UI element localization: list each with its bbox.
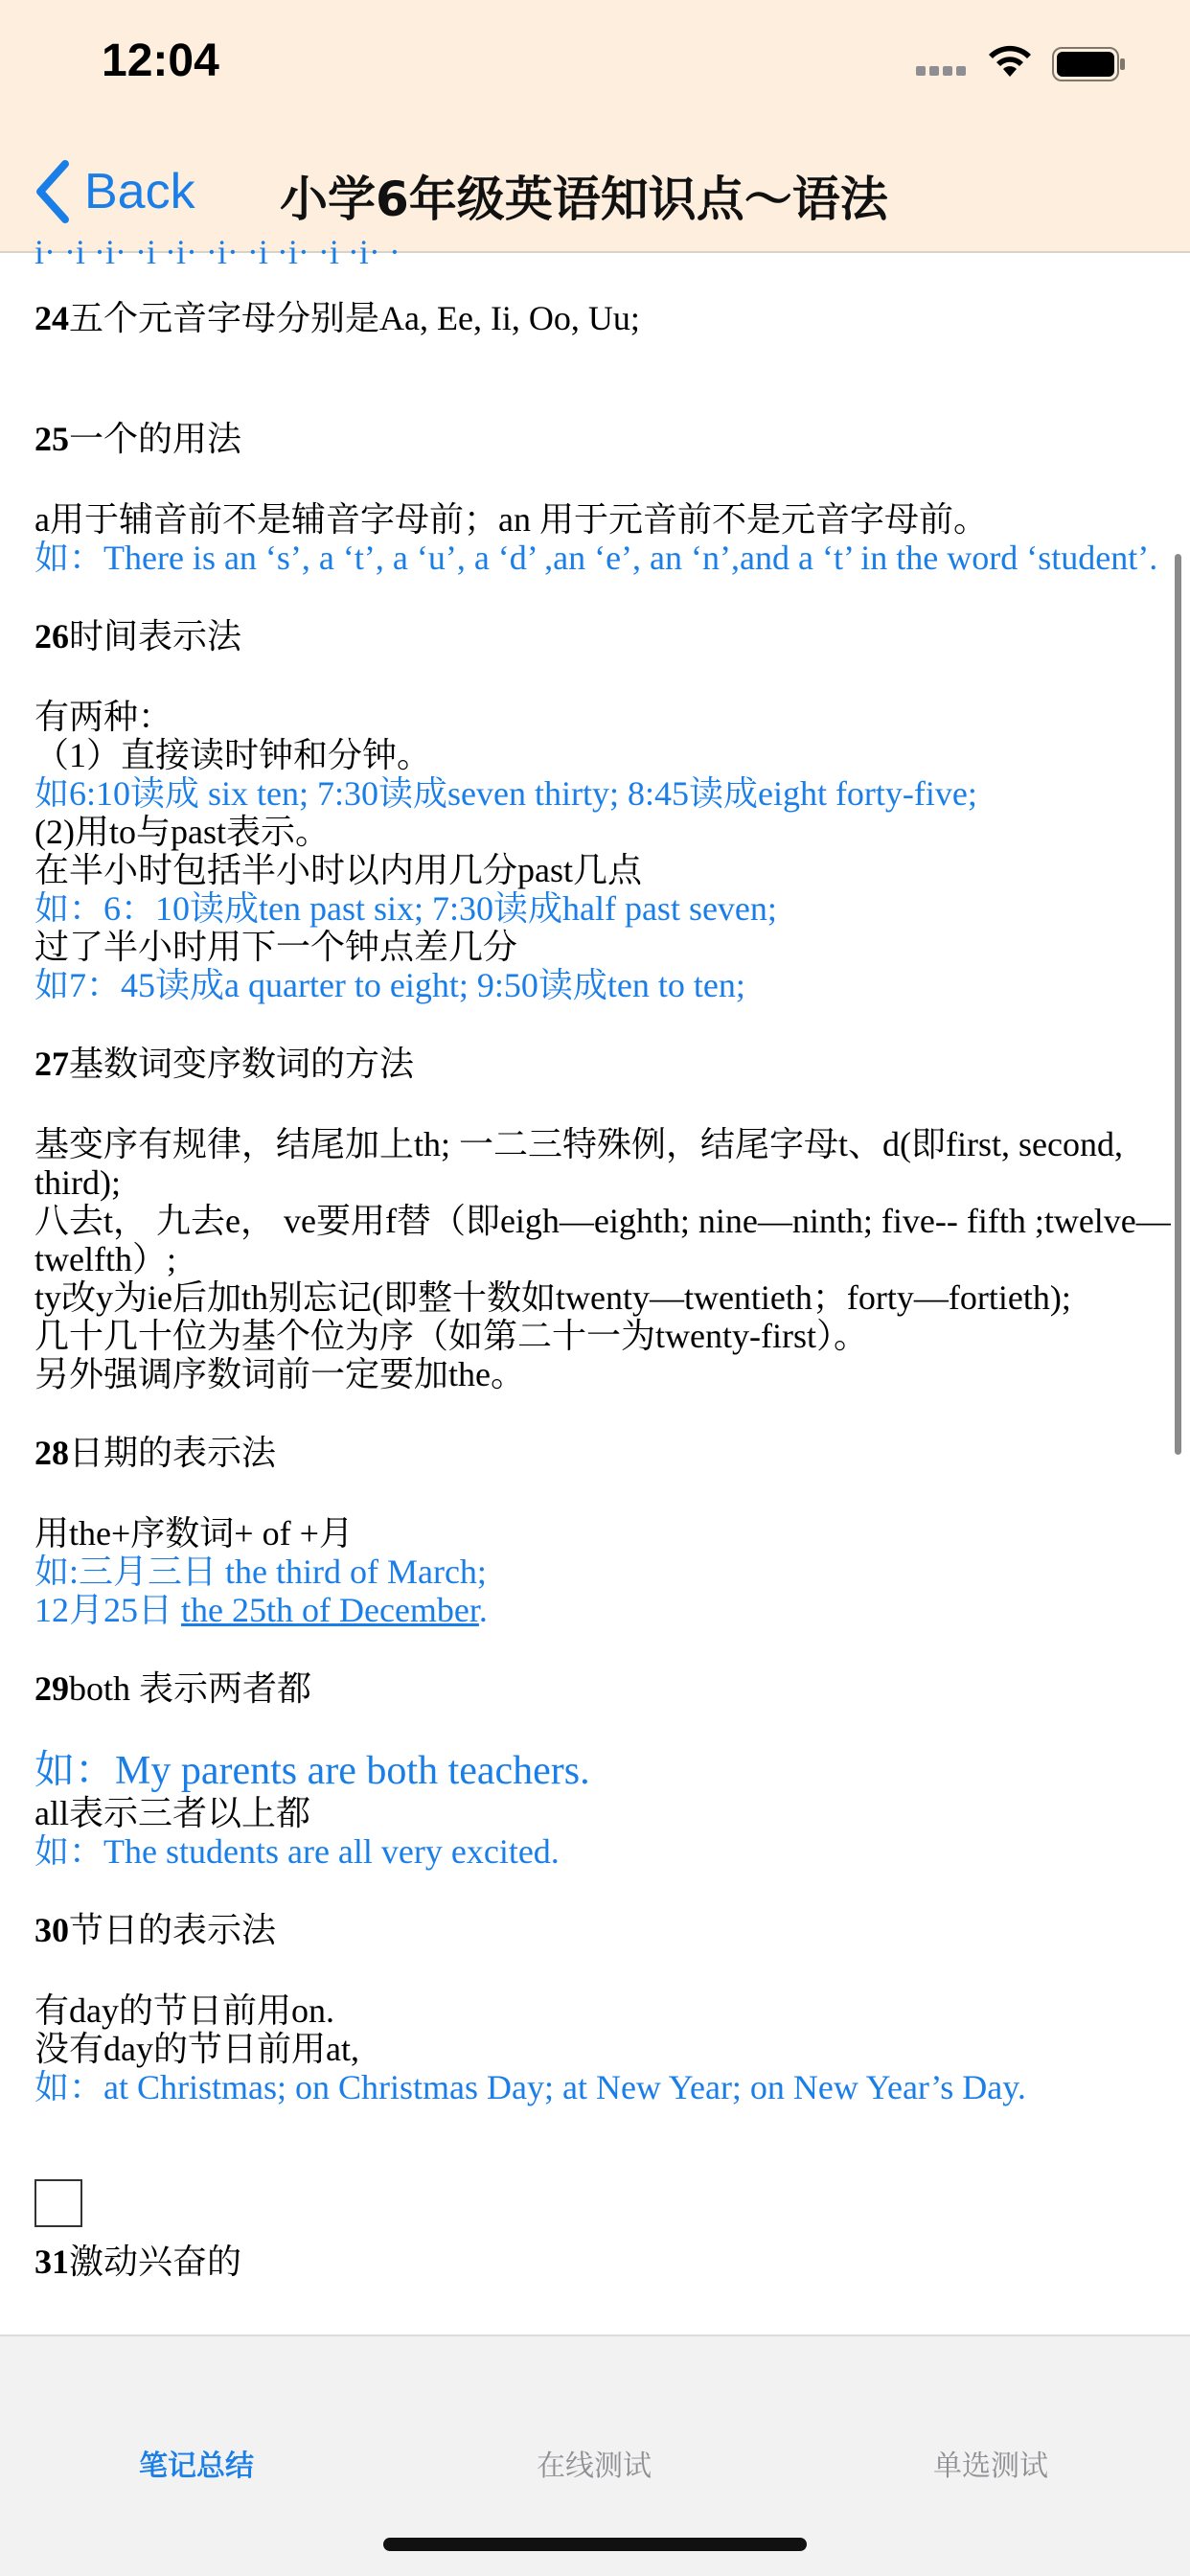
section-29-example: 如：My parents are both teachers.	[34, 1749, 590, 1793]
section-29-text: all表示三者以上都	[34, 1794, 310, 1832]
section-25-text: a用于辅音前不是辅音字母前；an 用于元音前不是元音字母前。	[34, 500, 988, 539]
back-label: Back	[84, 164, 195, 219]
section-27-text: 另外强调序数词前一定要加the。	[34, 1355, 525, 1393]
section-25-example: 如：There is an ‘s’, a ‘t’, a ‘u’, a ‘d’ ,an ‘e’, an ‘n’,and a ‘t’ in the word ‘student’.	[34, 539, 1158, 577]
tab-single-choice-test[interactable]: 单选测试	[933, 2450, 1048, 2483]
home-indicator	[383, 2538, 807, 2551]
section-27-text: 几十几十位为基个位为序（如第二十一为twenty-first）。	[34, 1317, 868, 1355]
section-26-example: 如7：45读成a quarter to eight; 9:50读成ten to ten;	[34, 966, 745, 1004]
section-26-text: (2)用to与past表示。	[34, 813, 330, 851]
status-time: 12:04	[102, 35, 219, 86]
section-27-text: third);	[34, 1163, 121, 1202]
date-link[interactable]: the 25th of December	[181, 1591, 479, 1629]
section-29-example: 如：The students are all very excited.	[34, 1832, 560, 1871]
section-26-example: 如6:10读成 six ten; 7:30读成seven thirty; 8:45读成eight forty-five;	[34, 774, 977, 813]
battery-icon	[1052, 46, 1127, 82]
tab-online-test[interactable]: 在线测试	[537, 2450, 652, 2483]
section-27-text: twelfth）;	[34, 1240, 176, 1278]
notes-content[interactable]	[0, 233, 1190, 2334]
empty-checkbox[interactable]	[34, 2179, 82, 2227]
section-26-heading: 26时间表示法	[34, 617, 242, 656]
tab-notes-summary[interactable]: 笔记总结	[139, 2450, 254, 2483]
section-27-text: ty改y为ie后加th别忘记(即整十数如twenty—twentieth；forty—fortieth);	[34, 1278, 1071, 1317]
section-28-example: 如:三月三日 the third of March;	[34, 1552, 487, 1591]
section-30-text: 没有day的节日前用at,	[34, 2030, 359, 2068]
back-button[interactable]	[34, 153, 195, 230]
section-27-text: 八去t， 九去e， ve要用f替（即eigh—eighth; nine—ninth; five-- fifth ;twelve—	[34, 1202, 1171, 1240]
scrollbar[interactable]	[1175, 554, 1181, 1455]
section-27-text: 基变序有规律，结尾加上th; 一二三特殊例，结尾字母t、d(即first, second,	[34, 1125, 1123, 1163]
section-28-text: 用the+序数词+ of +月	[34, 1514, 354, 1552]
section-30-example: 如：at Christmas; on Christmas Day; at New Year; on New Year’s Day.	[34, 2068, 1026, 2106]
section-27-heading: 27基数词变序数词的方法	[34, 1045, 415, 1083]
section-28-heading: 28日期的表示法	[34, 1434, 277, 1472]
section-30-text: 有day的节日前用on.	[34, 1991, 334, 2030]
chevron-left-icon	[34, 160, 71, 223]
section-31-heading: 31激动兴奋的	[34, 2242, 242, 2281]
clipped-previous-line: i· ·i ·i· ·i ·i· ·i· ·i ·i· ·i ·i· ·	[34, 233, 400, 271]
section-28-example: 12月25日 the 25th of December.	[34, 1591, 488, 1629]
navigation-header	[0, 0, 1190, 253]
wifi-icon	[985, 42, 1035, 80]
section-25-heading: 25一个的用法	[34, 420, 242, 458]
section-26-text: 在半小时包括半小时以内用几分past几点	[34, 851, 642, 889]
section-26-text: 过了半小时用下一个钟点差几分	[34, 928, 518, 966]
section-26-text: （1）直接读时钟和分钟。	[34, 736, 432, 774]
section-26-text: 有两种：	[34, 698, 173, 736]
section-26-example: 如：6：10读成ten past six; 7:30读成half past seven;	[34, 889, 777, 928]
section-30-heading: 30节日的表示法	[34, 1911, 277, 1949]
cellular-signal-icon	[916, 63, 972, 77]
section-24-heading: 24五个元音字母分别是Aa, Ee, Ii, Oo, Uu;	[34, 299, 640, 337]
section-29-heading: 29both 表示两者都	[34, 1669, 312, 1708]
page-title: 小学6年级英语知识点～语法	[280, 172, 888, 227]
